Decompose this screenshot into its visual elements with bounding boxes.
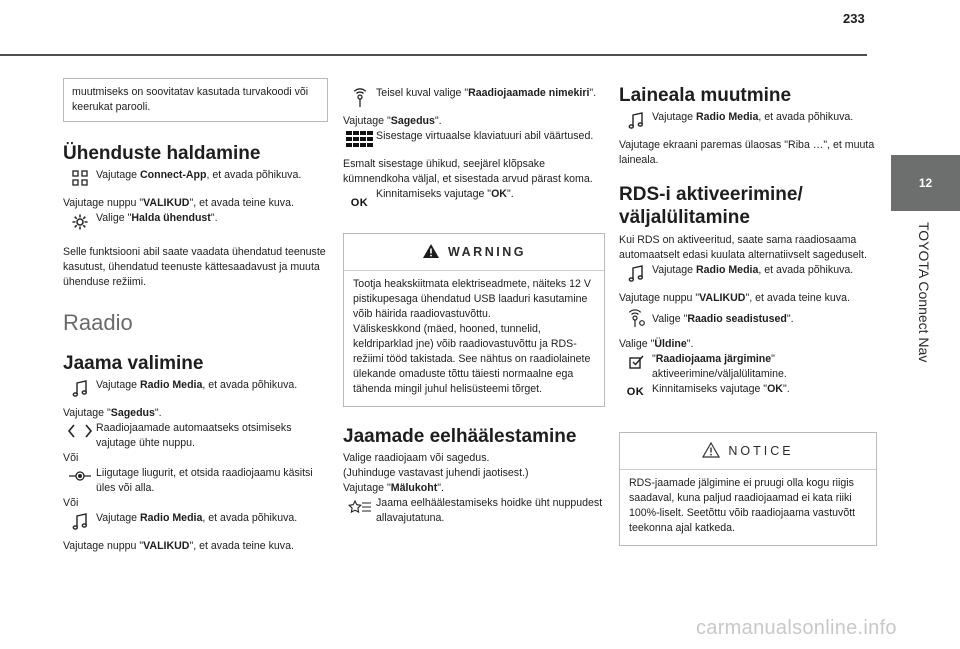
preset-para-1: Valige raadiojaam või sagedus.	[343, 452, 490, 464]
list-step-3: Sisestage virtuaalse klaviatuuri abil väärtused.	[343, 129, 605, 157]
rds-title: RDS-i aktiveerimine/ väljalülitamine	[619, 184, 803, 228]
preset-para-3: Vajutage "Mälukoht".	[343, 482, 444, 494]
station-step-5: Vajutage Radio Media, et avada põhikuva.	[63, 511, 328, 539]
preset-title: Jaamade eelhäälestamine	[343, 426, 577, 447]
connections-title: Ühenduste haldamine	[63, 143, 261, 164]
connections-step-2: Vajutage nuppu "VALIKUD", et avada teine kuva.	[63, 197, 294, 209]
station-step-4: Liigutage liugurit, et otsida raadiojaamu käsitsi üles või alla.	[63, 466, 328, 496]
warning-triangle-icon	[422, 243, 440, 262]
list-step-1: Teisel kuval valige "Raadiojaamade nimekiri".	[343, 86, 605, 114]
music-note-icon	[63, 378, 96, 406]
notice-body	[620, 469, 876, 545]
column-right	[619, 78, 877, 546]
rds-paragraph: Kui RDS on aktiveeritud, saate sama raadiosaama automaatselt edasi kuulata alternatiivselt sageduselt.	[619, 234, 867, 261]
or-separator-1: Või	[63, 452, 79, 464]
list-step-2: Vajutage "Sagedus".	[343, 115, 442, 127]
radio-broadcast-icon	[343, 86, 376, 114]
column-middle	[343, 78, 605, 526]
grid-apps-icon	[63, 168, 96, 196]
chapter-title: TOYOTA Connect Nav	[916, 222, 932, 363]
column-left	[63, 78, 328, 554]
music-note-icon	[63, 511, 96, 539]
notice-header	[620, 433, 876, 469]
station-select-title: Jaama valimine	[63, 353, 204, 374]
or-separator-2: Või	[63, 497, 79, 509]
warning-label: WARNING	[448, 245, 526, 259]
station-step-3: Raadiojaamade automaatseks otsimiseks vajutage ühte nuppu.	[63, 421, 328, 451]
music-note-icon	[619, 263, 652, 291]
notice-box	[619, 432, 877, 546]
ok-icon: OK	[350, 197, 369, 209]
notice-triangle-icon	[702, 442, 720, 461]
rds-step-3: Valige "Raadio seadistused".	[619, 306, 877, 334]
notice-text: RDS-jaamade jälgimine ei pruugi olla kogu riigis saadaval, kuna paljud raadiojaamad ei kata riiki 100%-liselt. Seetõttu võib raadiojaama vastuvõtt teekonna ajal katkeda.	[629, 477, 856, 534]
connections-step-3: Valige "Halda ühendust".	[63, 211, 328, 239]
band-step-2: Vajutage ekraani paremas ülaosas "Riba …", et muuta laineala.	[619, 139, 875, 166]
rds-step-5: "Raadiojaama järgimine" aktiveerimine/väljalülitamine.	[619, 352, 877, 382]
keyboard-icon	[343, 129, 376, 157]
chapter-tab[interactable]	[891, 155, 960, 211]
warning-body	[344, 270, 604, 406]
station-step-2: Vajutage "Sagedus".	[63, 407, 162, 419]
radio-settings-icon	[619, 306, 652, 334]
seek-arrows-icon	[63, 421, 96, 449]
page-number: 233	[843, 11, 865, 26]
watermark: carmanualsonline.info	[696, 617, 897, 639]
rds-step-1: Vajutage Radio Media, et avada põhikuva.	[619, 263, 877, 291]
chapter-number: 12	[918, 176, 933, 190]
connections-paragraph: Selle funktsiooni abil saate vaadata ühendatud teenuste kasutust, ühendatud teenuste kättesaadavust ja muuta ühenduse režiimi.	[63, 246, 326, 288]
preset-step: Jaama eelhäälestamiseks hoidke üht nuppudest allavajutatuna.	[343, 496, 605, 526]
connections-step-1: Vajutage Connect-App, et avada põhikuva.	[63, 168, 328, 196]
header-divider	[0, 54, 867, 56]
slider-icon	[63, 466, 96, 494]
rds-step-4: Valige "Üldine".	[619, 338, 694, 350]
station-step-1: Vajutage Radio Media, et avada põhikuva.	[63, 378, 328, 406]
warning-header	[344, 234, 604, 270]
music-note-icon	[619, 110, 652, 138]
preset-para-2: (Juhinduge vastavast juhendi jaotisest.)	[343, 467, 529, 479]
list-step-4: OK Kinnitamiseks vajutage "OK".	[343, 187, 605, 215]
radio-section-title: Raadio	[63, 310, 133, 335]
warning-text: Tootja heakskiitmata elektriseadmete, näiteks 12 V pistikupesaga ühendatud USB laaduri kasutamine võib häirida raadiovastuvõttu. Väliskeskkond (mäed, hooned, tunnelid, keldriparklad jne) võib raadiovastuvõttu ja RDS-režiimi tööd takistada. See nähtus on raadiolainete ülekande omaduste tõttu täiesti normaalne ega tähenda mingil juhul helisüsteemi tõrget.	[353, 278, 591, 395]
intro-box	[63, 78, 328, 122]
list-step-3-continued: Esmalt sisestage ühikud, seejärel klõpsake kümnendkoha väljal, et sisestada arvud pärast koma.	[343, 158, 593, 185]
checkbox-icon	[619, 352, 652, 380]
rds-step-6: OK Kinnitamiseks vajutage "OK".	[619, 382, 877, 410]
station-step-6: Vajutage nuppu "VALIKUD", et avada teine kuva.	[63, 540, 294, 552]
band-step-1: Vajutage Radio Media, et avada põhikuva.	[619, 110, 877, 138]
rds-step-2: Vajutage nuppu "VALIKUD", et avada teine kuva.	[619, 292, 850, 304]
gear-icon	[63, 211, 96, 239]
intro-text: muutmiseks on soovitatav kasutada turvakoodi või keerukat parooli.	[72, 86, 309, 113]
star-favorite-icon	[343, 496, 376, 524]
warning-box	[343, 233, 605, 407]
ok-icon: OK	[626, 386, 645, 398]
band-title: Laineala muutmine	[619, 85, 792, 106]
notice-label: NOTICE	[728, 444, 794, 458]
